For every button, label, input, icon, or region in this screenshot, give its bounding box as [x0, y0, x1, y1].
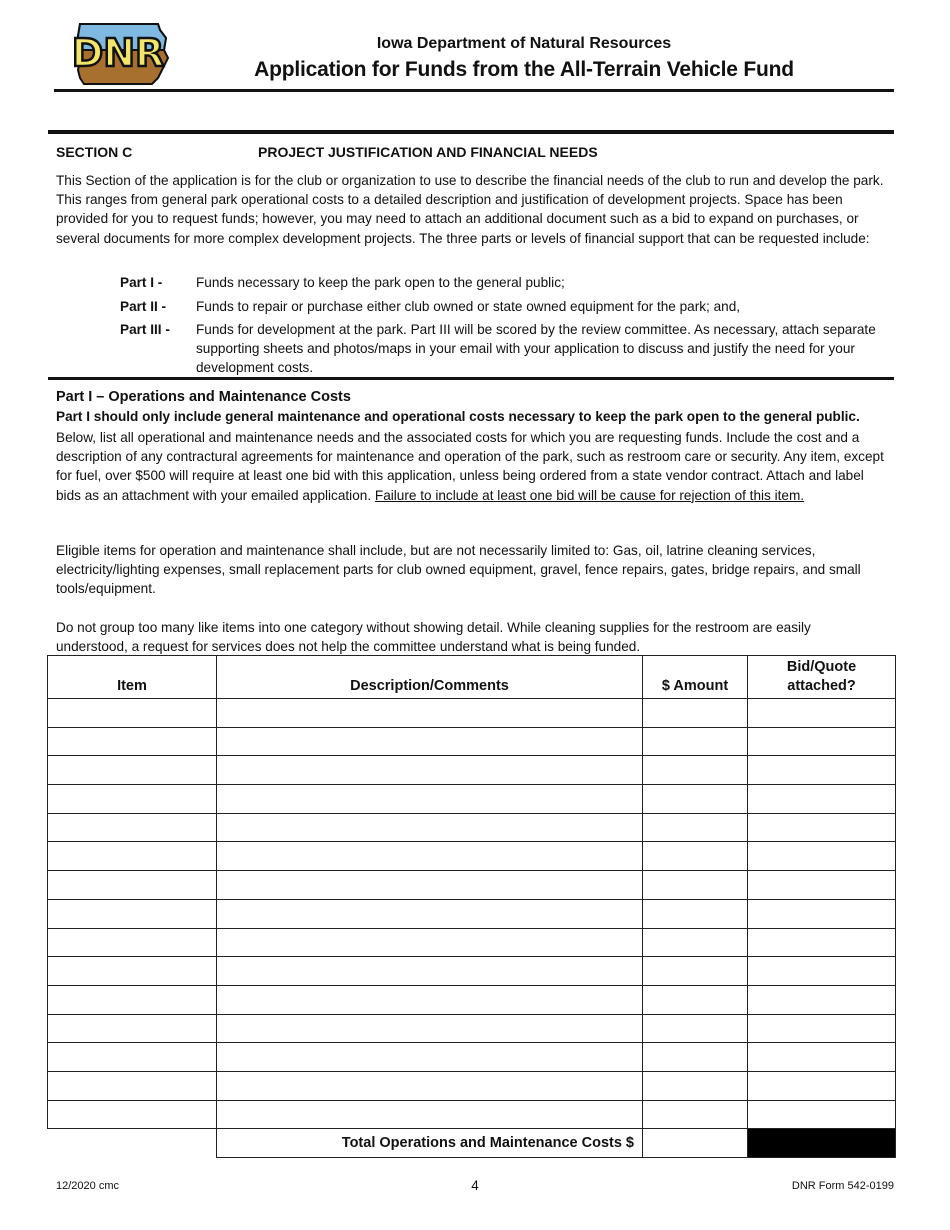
part-text: Funds for development at the park. Part III will be scored by the review committee. As necessary, attach separate supporting sheets and photos/maps in your email with your application to discuss and justify the need for your development costs.	[196, 322, 876, 375]
section-intro: This Section of the application is for the club or organization to use to describe the financial needs of the club to run and develop the park. This ranges from general park operational costs to a detailed description and justification of development projects. Space has been provided for you to request funds; however, you may need to attach an additional document such as a bid to expand on purchases, or several documents for more complex development projects. The three parts or levels of financial support that can be requested include:	[56, 173, 884, 246]
amount-cell[interactable]	[643, 928, 748, 957]
bid-cell[interactable]	[748, 985, 896, 1014]
item-cell[interactable]	[48, 985, 217, 1014]
amount-cell[interactable]	[643, 785, 748, 814]
table-body	[48, 699, 896, 1129]
total-row	[48, 1129, 896, 1158]
item-cell[interactable]	[48, 756, 217, 785]
part1-top-rule	[48, 377, 894, 380]
amount-cell[interactable]	[643, 813, 748, 842]
bid-cell[interactable]	[748, 1014, 896, 1043]
amount-cell[interactable]	[643, 985, 748, 1014]
description-cell[interactable]	[217, 1043, 643, 1072]
table-row	[48, 727, 896, 756]
amount-cell[interactable]	[643, 899, 748, 928]
item-cell[interactable]	[48, 1071, 217, 1100]
table-header-row	[48, 656, 896, 699]
amount-cell[interactable]	[643, 699, 748, 728]
bid-cell[interactable]	[748, 785, 896, 814]
page-header	[54, 18, 894, 92]
table-row	[48, 1014, 896, 1043]
total-label: Total Operations and Maintenance Costs $	[217, 1129, 643, 1158]
part-label: Part I -	[120, 275, 163, 290]
item-cell[interactable]	[48, 957, 217, 986]
total-blocked-cell	[748, 1129, 896, 1158]
item-cell[interactable]	[48, 1100, 217, 1129]
description-cell[interactable]	[217, 985, 643, 1014]
table-row	[48, 1043, 896, 1072]
amount-cell[interactable]	[643, 1014, 748, 1043]
form-title: Application for Funds from the All-Terrain Vehicle Fund	[254, 58, 794, 81]
bid-cell[interactable]	[748, 1071, 896, 1100]
description-cell[interactable]	[217, 1071, 643, 1100]
amount-cell[interactable]	[643, 1043, 748, 1072]
description-cell[interactable]	[217, 813, 643, 842]
section-title: PROJECT JUSTIFICATION AND FINANCIAL NEEDS	[258, 144, 598, 160]
description-cell[interactable]	[217, 1100, 643, 1129]
table-row	[48, 785, 896, 814]
item-cell[interactable]	[48, 785, 217, 814]
item-cell[interactable]	[48, 842, 217, 871]
part-text: Funds necessary to keep the park open to the general public;	[196, 275, 565, 290]
bid-cell[interactable]	[748, 842, 896, 871]
amount-cell[interactable]	[643, 1071, 748, 1100]
table-row	[48, 985, 896, 1014]
table-row	[48, 756, 896, 785]
costs-table	[47, 655, 896, 1158]
amount-cell[interactable]	[643, 1100, 748, 1129]
total-spacer	[48, 1129, 217, 1158]
description-cell[interactable]	[217, 1014, 643, 1043]
item-cell[interactable]	[48, 1014, 217, 1043]
amount-cell[interactable]	[643, 842, 748, 871]
item-cell[interactable]	[48, 699, 217, 728]
bid-cell[interactable]	[748, 899, 896, 928]
table-row	[48, 871, 896, 900]
amount-cell[interactable]	[643, 957, 748, 986]
part1-lead: Part I should only include general maintenance and operational costs necessary to keep the park open to the general public.	[56, 409, 860, 424]
description-cell[interactable]	[217, 727, 643, 756]
description-cell[interactable]	[217, 957, 643, 986]
footer-form-number: DNR Form 542-0199	[791, 1180, 894, 1192]
part-label: Part III -	[120, 322, 170, 337]
part1-heading: Part I – Operations and Maintenance Costs	[56, 389, 351, 405]
section-top-rule	[48, 130, 894, 134]
table-row	[48, 1100, 896, 1129]
description-cell[interactable]	[217, 899, 643, 928]
col-bid-header: Bid/Quote attached?	[748, 656, 896, 699]
total-amount-cell[interactable]	[643, 1129, 748, 1158]
table-row	[48, 842, 896, 871]
bid-cell[interactable]	[748, 1043, 896, 1072]
bid-cell[interactable]	[748, 727, 896, 756]
description-cell[interactable]	[217, 871, 643, 900]
table-row	[48, 1071, 896, 1100]
table-row	[48, 813, 896, 842]
page-number: 4	[471, 1178, 479, 1193]
item-cell[interactable]	[48, 871, 217, 900]
col-amount-header: $ Amount	[643, 656, 748, 699]
description-cell[interactable]	[217, 756, 643, 785]
footer-revision: 12/2020 cmc	[56, 1180, 119, 1192]
table-row	[48, 699, 896, 728]
bid-cell[interactable]	[748, 871, 896, 900]
item-cell[interactable]	[48, 928, 217, 957]
description-cell[interactable]	[217, 842, 643, 871]
table-row	[48, 928, 896, 957]
description-cell[interactable]	[217, 928, 643, 957]
amount-cell[interactable]	[643, 727, 748, 756]
grouping-note: Do not group too many like items into one category without showing detail. While cleaning supplies for the restroom are easily understood, a request for services does not help the committee understand what is being funded.	[56, 620, 811, 655]
part1-body-text: Below, list all operational and maintenance needs and the associated costs for which you are requesting funds. Include the cost and a description of any contractural agreements for maintenance and operation of the park, such as restroom care or security. Any item, except for fuel, over $500 will require at least one bid with this application, unless being ordered from a state vendor contract. Attach and label bids as an attachment with your emailed application.	[56, 430, 884, 503]
table-row	[48, 957, 896, 986]
bid-cell[interactable]	[748, 928, 896, 957]
part-text: Funds to repair or purchase either club owned or state owned equipment for the park; and,	[196, 299, 741, 314]
description-cell[interactable]	[217, 785, 643, 814]
eligible-items: Eligible items for operation and maintenance shall include, but are not necessarily limited to: Gas, oil, latrine cleaning services, electricity/lighting expenses, small replacement parts for club owned equipment, gravel, fence repairs, gates, bridge repairs, and small tools/equipment.	[56, 543, 861, 597]
org-name: Iowa Department of Natural Resources	[376, 35, 672, 52]
item-cell[interactable]	[48, 1043, 217, 1072]
section-id: SECTION C	[56, 144, 133, 160]
item-cell[interactable]	[48, 899, 217, 928]
bid-cell[interactable]	[748, 756, 896, 785]
part1-rejection-notice: Failure to include at least one bid will be cause for rejection of this item.	[374, 487, 805, 503]
col-description-header: Description/Comments	[217, 656, 643, 699]
bid-cell[interactable]	[748, 1100, 896, 1129]
bid-cell[interactable]	[748, 813, 896, 842]
part1-body	[56, 428, 886, 505]
col-item-header: Item	[48, 656, 217, 699]
item-cell[interactable]	[48, 727, 217, 756]
amount-cell[interactable]	[643, 756, 748, 785]
svg-text:DNR: DNR	[71, 31, 165, 75]
bid-cell[interactable]	[748, 957, 896, 986]
bid-cell[interactable]	[748, 699, 896, 728]
part-label: Part II -	[120, 299, 167, 314]
description-cell[interactable]	[217, 699, 643, 728]
amount-cell[interactable]	[643, 871, 748, 900]
table-row	[48, 899, 896, 928]
item-cell[interactable]	[48, 813, 217, 842]
